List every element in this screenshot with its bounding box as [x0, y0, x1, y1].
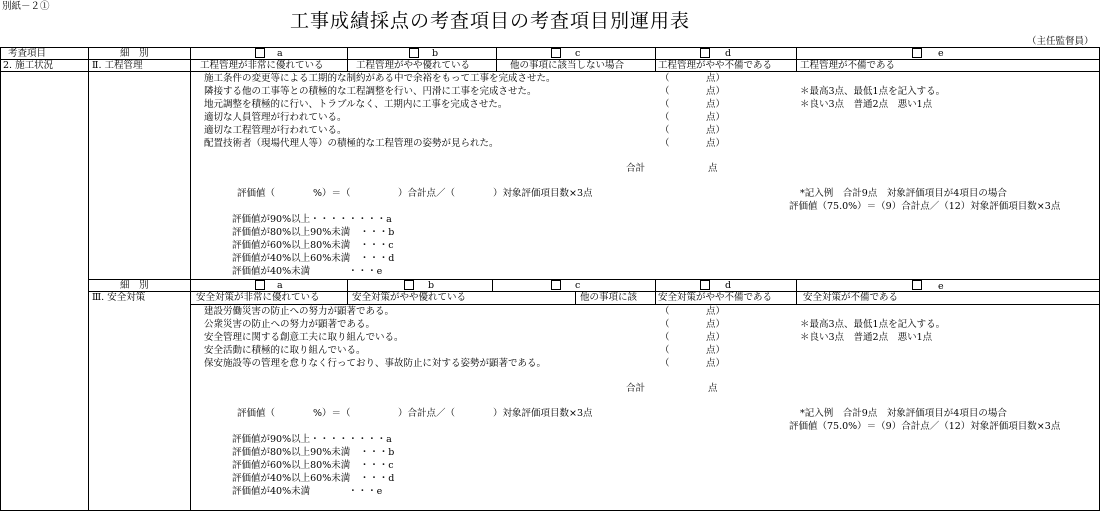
item-label: 2. 施工状況: [3, 60, 54, 71]
criterion-a: 安全対策が非常に優れている: [196, 292, 320, 303]
score-unit: 点）: [706, 138, 726, 149]
grade-c-label: c: [575, 280, 581, 291]
check-item: 地元調整を積極的に行い、トラブルなく、工期内に工事を完成させた。: [204, 99, 508, 110]
score-paren: （: [660, 345, 670, 356]
total-label: 合計: [626, 163, 646, 174]
score-paren: （: [660, 306, 670, 317]
score-unit: 点）: [706, 73, 726, 84]
score-paren: （: [660, 86, 670, 97]
example-formula: 評価値（75.0%）＝（9）合計点／（12）対象評価項目数×3点: [789, 201, 1061, 212]
scale-line: 評価値が60%以上80%未満 ・・・c: [232, 240, 394, 251]
score-unit: 点）: [706, 345, 726, 356]
check-item: 建設労働災害の防止への努力が顕著である。: [204, 306, 395, 317]
criterion-c: 他の事項に該: [580, 292, 638, 303]
score-unit: 点）: [706, 319, 726, 330]
check-item: 施工条件の変更等による工期的な制約がある中で余裕をもって工事を完成させた。: [204, 73, 556, 84]
criterion-a: 工程管理が非常に優れている: [200, 60, 324, 71]
score-unit: 点）: [706, 86, 726, 97]
check-item: 公衆災害の防止への努力が顕著である。: [204, 319, 376, 330]
score-unit: 点）: [706, 332, 726, 343]
scale-line: 評価値が40%未満 ・・・e: [232, 486, 383, 497]
grade-b-checkbox[interactable]: [409, 48, 419, 58]
check-item: 保安施設等の管理を怠りなく行っており、事故防止に対する姿勢が顕著である。: [204, 358, 547, 369]
grade-a-checkbox[interactable]: [255, 48, 265, 58]
evaluation-formula: 評価値（ %）＝（ ）合計点／（ ）対象評価項目数×3点: [237, 188, 593, 199]
criterion-b: 安全対策がやや優れている: [352, 292, 467, 303]
check-item: 配置技術者（現場代理人等）の積極的な工程管理の姿勢が見られた。: [204, 138, 499, 149]
grade-e-checkbox[interactable]: [912, 48, 922, 58]
criterion-d: 工程管理がやや不備である: [658, 60, 773, 71]
grade-a-label: a: [277, 280, 283, 291]
grade-d-checkbox[interactable]: [700, 48, 710, 58]
score-paren: （: [660, 138, 670, 149]
grade-c-checkbox[interactable]: [551, 48, 561, 58]
example-title: *記入例 合計9点 対象評価項目が4項目の場合: [800, 408, 1007, 419]
grade-e-label: e: [938, 281, 944, 292]
grade-d-checkbox[interactable]: [700, 280, 710, 290]
grade-e-checkbox[interactable]: [912, 280, 922, 290]
score-paren: （: [660, 73, 670, 84]
score-unit: 点）: [706, 358, 726, 369]
scale-line: 評価値が60%以上80%未満 ・・・c: [232, 460, 394, 471]
criterion-c: 他の事項に該当しない場合: [510, 60, 625, 71]
example-title: *記入例 合計9点 対象評価項目が4項目の場合: [800, 188, 1007, 199]
grade-c-checkbox[interactable]: [551, 280, 561, 290]
scale-line: 評価値が40%以上60%未満 ・・・d: [232, 473, 395, 484]
example-formula: 評価値（75.0%）＝（9）合計点／（12）対象評価項目数×3点: [789, 421, 1061, 432]
evaluation-formula: 評価値（ %）＝（ ）合計点／（ ）対象評価項目数×3点: [237, 408, 593, 419]
note-max-min: ＊最高3点、最低1点を記入する。: [800, 319, 946, 330]
score-unit: 点）: [706, 112, 726, 123]
check-item: 適切な工程管理が行われている。: [204, 125, 347, 136]
criterion-d: 安全対策がやや不備である: [658, 292, 773, 303]
scale-line: 評価値が80%以上90%未満 ・・・b: [232, 227, 395, 238]
section-label: Ⅱ. 工程管理: [92, 60, 143, 71]
scale-line: 評価値が40%以上60%未満 ・・・d: [232, 253, 395, 264]
scale-line: 評価値が90%以上・・・・・・・・a: [232, 434, 392, 445]
score-paren: （: [660, 358, 670, 369]
score-paren: （: [660, 332, 670, 343]
note-max-min: ＊最高3点、最低1点を記入する。: [800, 86, 946, 97]
scale-line: 評価値が90%以上・・・・・・・・a: [232, 214, 392, 225]
check-item: 適切な人員管理が行われている。: [204, 112, 347, 123]
score-unit: 点）: [706, 306, 726, 317]
check-item: 安全活動に積極的に取り組んでいる。: [204, 345, 366, 356]
score-unit: 点）: [706, 99, 726, 110]
document-label: 別紙－２①: [2, 1, 50, 12]
check-item: 隣接する他の工事等との積極的な工程調整を行い、円滑に工事を完成させた。: [204, 86, 537, 97]
total-unit: 点: [708, 163, 718, 174]
grade-e-label: e: [938, 48, 944, 59]
scale-line: 評価値が40%未満 ・・・e: [232, 266, 383, 277]
score-unit: 点）: [706, 125, 726, 136]
grade-b-label: b: [428, 280, 435, 291]
grade-b-checkbox[interactable]: [404, 280, 414, 290]
section-label: Ⅲ. 安全対策: [92, 292, 146, 303]
header-detail: 細 別: [120, 48, 149, 59]
note-scale: ＊良い3点 普通2点 悪い1点: [800, 99, 933, 110]
grade-a-label: a: [277, 48, 283, 59]
criterion-e: 安全対策が不備である: [803, 292, 899, 303]
evaluator-label: （主任監督員）: [1027, 36, 1094, 47]
score-paren: （: [660, 112, 670, 123]
page-title: 工事成績採点の考査項目の考査項目別運用表: [290, 10, 691, 32]
grade-c-label: c: [575, 48, 581, 59]
total-unit: 点: [708, 383, 718, 394]
note-scale: ＊良い3点 普通2点 悪い1点: [800, 332, 933, 343]
score-paren: （: [660, 125, 670, 136]
grade-b-label: b: [432, 48, 439, 59]
header-item: 考査項目: [8, 48, 47, 59]
criterion-b: 工程管理がやや優れている: [356, 60, 471, 71]
check-item: 安全管理に関する創意工夫に取り組んでいる。: [204, 332, 404, 343]
score-paren: （: [660, 319, 670, 330]
score-paren: （: [660, 99, 670, 110]
scale-line: 評価値が80%以上90%未満 ・・・b: [232, 447, 395, 458]
grade-a-checkbox[interactable]: [255, 280, 265, 290]
criterion-e: 工程管理が不備である: [800, 60, 896, 71]
grade-d-label: d: [725, 280, 732, 291]
header-detail: 細 別: [120, 280, 149, 291]
total-label: 合計: [626, 383, 646, 394]
grade-d-label: d: [725, 48, 732, 59]
